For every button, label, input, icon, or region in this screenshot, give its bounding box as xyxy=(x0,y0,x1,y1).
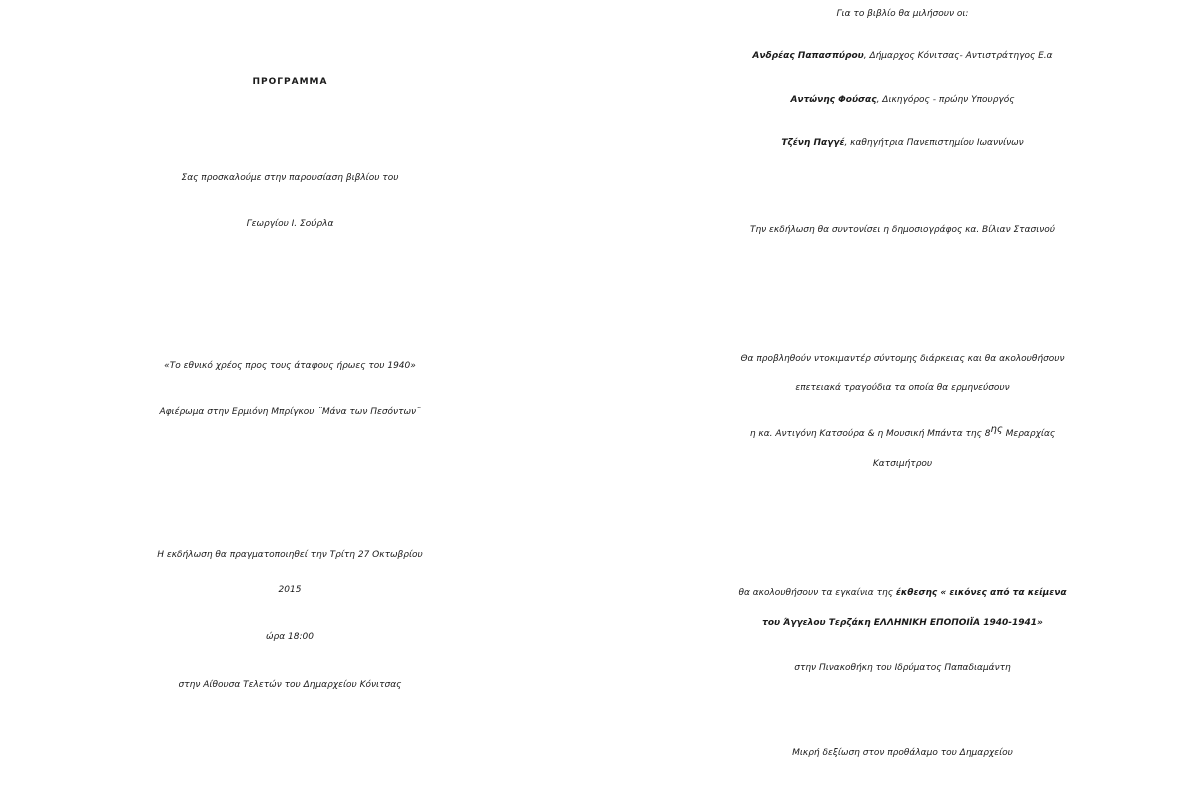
event-venue: στην Αίθουσα Τελετών του Δημαρχείου Κόνιτσας xyxy=(178,680,402,690)
event-year: 2015 xyxy=(278,585,302,595)
documentaries-line-2: επετειακά τραγούδια τα οποία θα ερμηνεύσουν xyxy=(795,383,1010,393)
event-date-line: Η εκδήλωση θα πραγματοποιηθεί την Τρίτη 27 Οκτωβρίου xyxy=(157,550,423,560)
book-title: «Το εθνικό χρέος προς τους άταφους ήρωες του 1940» xyxy=(164,361,416,371)
documentaries-line-4: Κατσιμήτρου xyxy=(872,459,933,469)
invitation-text: Σας προσκαλούμε στην παρουσίαση βιβλίου του xyxy=(181,173,399,183)
program-title: ΠΡΟΓΡΑΜΜΑ xyxy=(252,77,328,87)
speaker-3-name: Τζένη Παγγέ xyxy=(781,138,845,148)
left-column xyxy=(0,0,580,786)
exhibition-line-2: του Άγγελου Τερζάκη ΕΛΛΗΝΙΚΗ ΕΠΟΠΟΙΪΑ 1940-1941» xyxy=(762,618,1043,628)
speaker-3 xyxy=(605,133,1200,153)
gallery-location: στην Πινακοθήκη του Ιδρύματος Παπαδιαμάντη xyxy=(794,663,1011,673)
speaker-2-name: Αντώνης Φούσας xyxy=(790,95,877,105)
exhibition-intro: θα ακολουθήσουν τα εγκαίνια της xyxy=(738,588,896,598)
author-name: Γεωργίου Ι. Σούρλα xyxy=(246,219,334,229)
moderator-text: Την εκδήλωση θα συντονίσει η δημοσιογράφος κα. Βίλιαν Στασινού xyxy=(749,225,1056,235)
exhibition-title-start: έκθεσης « εικόνες από τα κείμενα xyxy=(895,588,1067,598)
division-text: Μεραρχίας xyxy=(1002,429,1056,439)
speaker-3-role: , καθηγήτρια Πανεπιστημίου Ιωαννίνων xyxy=(844,138,1024,148)
performers-text: η κα. Αντιγόνη Κατσούρα & η Μουσική Μπάντα της 8 xyxy=(749,429,991,439)
speaker-1 xyxy=(605,46,1200,66)
speakers-intro: Για το βιβλίο θα μιλήσουν οι: xyxy=(836,9,969,19)
right-column xyxy=(605,0,1200,786)
event-time: ώρα 18:00 xyxy=(266,632,314,642)
speaker-2-role: , Δικηγόρος - πρώην Υπουργός xyxy=(876,95,1015,105)
exhibition-line-1 xyxy=(605,583,1200,603)
dedication-text: Αφιέρωμα στην Ερμιόνη Μπρίγκου ¨Μάνα των Πεσόντων¨ xyxy=(159,407,421,417)
documentaries-line-1: Θα προβληθούν ντοκιμαντέρ σύντομης διάρκειας και θα ακολουθήσουν xyxy=(740,354,1065,364)
speaker-1-role: , Δήμαρχος Κόνιτσας- Αντιστράτηγος Ε.α xyxy=(863,51,1053,61)
documentaries-line-3 xyxy=(605,424,1200,444)
ordinal-suffix: ης xyxy=(990,424,1003,435)
speaker-2 xyxy=(605,90,1200,110)
speaker-1-name: Ανδρέας Παπασπύρου xyxy=(752,51,864,61)
reception-text: Μικρή δεξίωση στον προθάλαμο του Δημαρχείου xyxy=(792,748,1013,758)
